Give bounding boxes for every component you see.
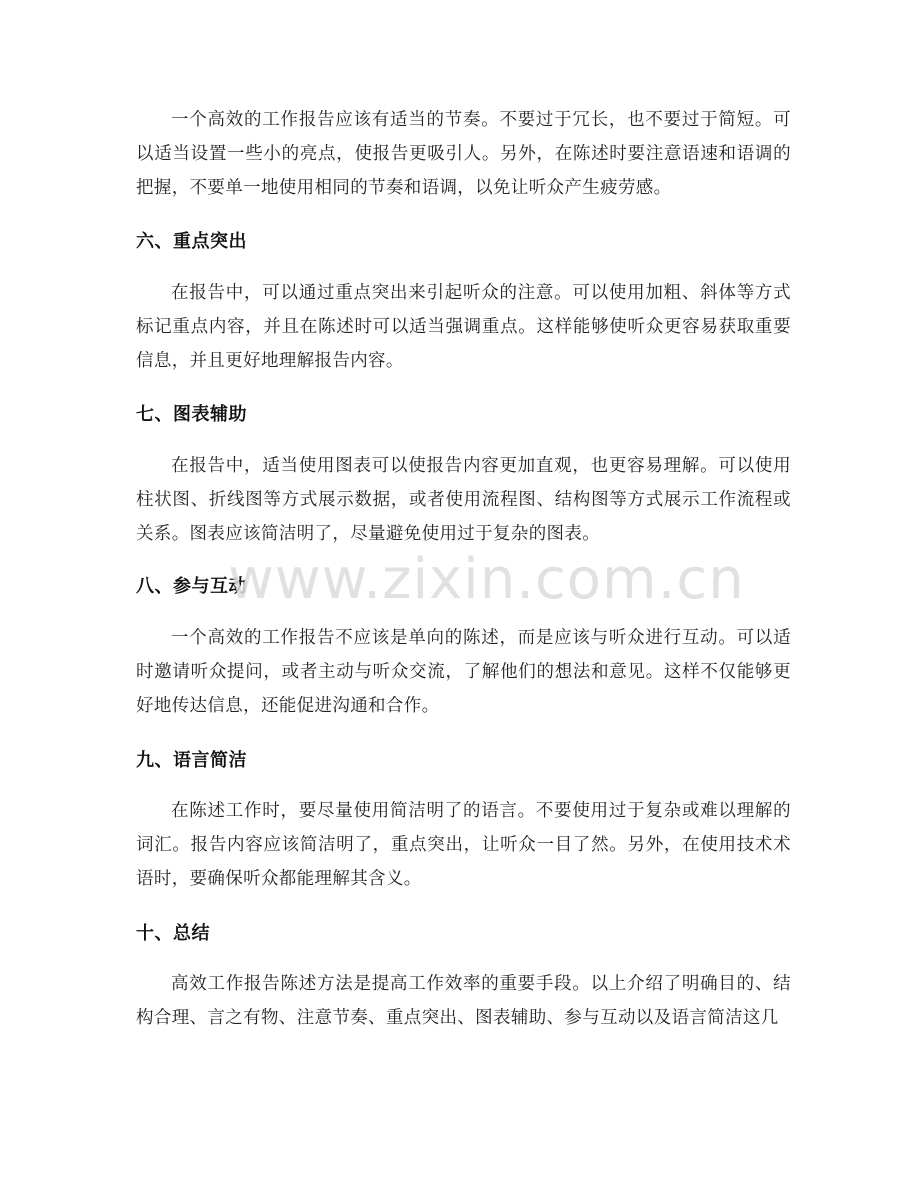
heading-seven-charts: 七、图表辅助: [136, 404, 247, 425]
paragraph-interaction: 一个高效的工作报告不应该是单向的陈述，而是应该与听众进行互动。可以适时邀请听众提问，或者主动与听众交流，了解他们的想法和意见。这样不仅能够更好地传达信息，还能促进沟通和合作。: [136, 628, 791, 716]
heading-ten-summary: 十、总结: [136, 923, 210, 944]
paragraph-charts: 在报告中，适当使用图表可以使报告内容更加直观，也更容易理解。可以使用柱状图、折线图等方式展示数据，或者使用流程图、结构图等方式展示工作流程或关系。图表应该简洁明了，尽量避免使用过于复杂的图表。: [136, 456, 791, 544]
paragraph-concise-language: 在陈述工作时，要尽量使用简洁明了的语言。不要使用过于复杂或难以理解的词汇。报告内容应该简洁明了，重点突出，让听众一目了然。另外，在使用技术术语时，要确保听众都能理解其含义。: [136, 801, 791, 889]
heading-six-emphasis: 六、重点突出: [136, 231, 247, 252]
heading-nine-concise-language: 九、语言简洁: [136, 750, 247, 771]
paragraph-pacing: 一个高效的工作报告应该有适当的节奏。不要过于冗长，也不要过于简短。可以适当设置一些小的亮点，使报告更吸引人。另外，在陈述时要注意语速和语调的把握，不要单一地使用相同的节奏和语调，以免让听众产生疲劳感。: [136, 110, 791, 198]
watermark: www.zixin.com.cn: [228, 547, 745, 612]
paragraph-emphasis: 在报告中，可以通过重点突出来引起听众的注意。可以使用加粗、斜体等方式标记重点内容，并且在陈述时可以适当强调重点。这样能够使听众更容易获取重要信息，并且更好地理解报告内容。: [136, 283, 791, 371]
paragraph-summary: 高效工作报告陈述方法是提高工作效率的重要手段。以上介绍了明确目的、结构合理、言之有物、注意节奏、重点突出、图表辅助、参与互动以及语言简洁这几: [136, 974, 791, 1028]
heading-eight-interaction: 八、参与互动: [136, 576, 247, 597]
